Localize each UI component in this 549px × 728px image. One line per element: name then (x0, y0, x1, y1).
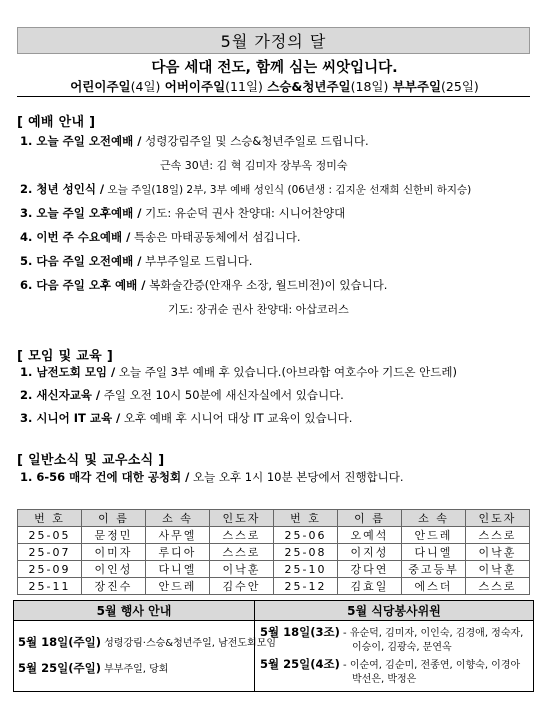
table-cell: 강다연 (338, 561, 402, 578)
table-cell: 이낙훈 (466, 544, 530, 561)
worship-item-6: 6. 다음 주일 오후 예배 / 복화술간증(안재우 소장, 월드비전)이 있습니다. (20, 278, 388, 292)
dining-item-1-cont: 이승이, 김광숙, 문연옥 (352, 642, 452, 653)
news-heading: [ 일반소식 및 교우소식 ] (17, 453, 165, 468)
new-member-roster (17, 509, 530, 595)
table-cell: 이미자 (82, 544, 146, 561)
news-item-1: 1. 6-56 매각 건에 대한 공청회 / 오늘 오후 1시 10분 본당에서 진행합니다. (20, 470, 404, 484)
table-cell: 스스로 (210, 544, 274, 561)
col-group: 소 속 (146, 510, 210, 527)
sunday-3: 스승&청년주일(18일) (267, 79, 389, 94)
table-cell: 오예석 (338, 527, 402, 544)
events-heading: 5월 행사 안내 (14, 601, 254, 621)
sunday-1: 어린이주일(4일) (70, 79, 161, 94)
worship-item-2: 2. 청년 성인식 / 오늘 주일(18일) 2부, 3부 예배 성인식 (06년생 : 김지운 선재희 신한비 하지승) (20, 182, 472, 196)
col-name: 이 름 (338, 510, 402, 527)
col-number: 번 호 (274, 510, 338, 527)
table-row (18, 561, 530, 578)
sunday-4: 부부주일(25일) (392, 79, 479, 94)
col-name: 이 름 (82, 510, 146, 527)
header-divider (17, 96, 530, 97)
event-item-1: 5월 18일(주일) 성령강림·스승&청년주일, 남전도회모임 (18, 635, 277, 649)
dining-item-2: 5월 25일(4조) - 이순여, 김순미, 전종연, 이향숙, 이경아 (260, 657, 521, 671)
special-sundays (0, 77, 549, 95)
table-row (18, 527, 530, 544)
table-row (18, 578, 530, 595)
table-cell: 스스로 (466, 527, 530, 544)
table-cell: 25-05 (18, 527, 82, 544)
title-text: 5월 가정의 달 (220, 32, 327, 51)
table-cell: 25-07 (18, 544, 82, 561)
worship-item-5: 5. 다음 주일 오전예배 / 부부주일로 드립니다. (20, 254, 253, 268)
table-cell: 이인성 (82, 561, 146, 578)
page-title (17, 27, 530, 54)
sunday-2: 어버이주일(11일) (164, 79, 263, 94)
table-cell: 25-10 (274, 561, 338, 578)
col-guide: 인도자 (466, 510, 530, 527)
table-cell: 김효일 (338, 578, 402, 595)
worship-item-3: 3. 오늘 주일 오후예배 / 기도: 유순덕 권사 찬양대: 시니어찬양대 (20, 206, 346, 220)
table-cell: 다니엘 (402, 544, 466, 561)
table-cell: 이지성 (338, 544, 402, 561)
col-number: 번 호 (18, 510, 82, 527)
table-cell: 이낙훈 (466, 561, 530, 578)
worship-heading: [ 예배 안내 ] (17, 115, 96, 130)
worship-item-6-note: 기도: 장귀순 권사 찬양대: 아삽코러스 (168, 303, 349, 316)
worship-item-1-note: 근속 30년: 김 혁 김미자 장부옥 정미숙 (160, 159, 348, 172)
table-cell: 김수안 (210, 578, 274, 595)
table-cell: 스스로 (466, 578, 530, 595)
table-cell: 25-09 (18, 561, 82, 578)
table-cell: 스스로 (210, 527, 274, 544)
meetings-item-3: 3. 시니어 IT 교육 / 오후 예배 후 시니어 대상 IT 교육이 있습니다. (20, 411, 353, 425)
col-group: 소 속 (402, 510, 466, 527)
worship-item-4: 4. 이번 주 수요예배 / 특송은 마태공동체에서 섬깁니다. (20, 230, 301, 244)
table-cell: 25-12 (274, 578, 338, 595)
table-cell: 25-06 (274, 527, 338, 544)
table-row (18, 544, 530, 561)
table-cell: 중고등부 (402, 561, 466, 578)
table-cell: 다니엘 (146, 561, 210, 578)
meetings-item-2: 2. 새신자교육 / 주일 오전 10시 50분에 새신자실에서 있습니다. (20, 388, 344, 402)
table-cell: 사무엘 (146, 527, 210, 544)
event-item-2: 5월 25일(주일) 부부주일, 당회 (18, 661, 169, 675)
dining-heading: 5월 식당봉사위원 (255, 601, 533, 621)
subtitle: 다음 세대 전도, 함께 심는 씨앗입니다. (151, 60, 398, 76)
table-cell: 이낙훈 (210, 561, 274, 578)
table-cell: 문정민 (82, 527, 146, 544)
roster-header-row (18, 510, 530, 527)
table-cell: 에스더 (402, 578, 466, 595)
table-cell: 안드레 (402, 527, 466, 544)
bottom-info-box (13, 600, 534, 692)
table-cell: 25-11 (18, 578, 82, 595)
meetings-heading: [ 모임 및 교육 ] (17, 349, 114, 364)
table-cell: 장진수 (82, 578, 146, 595)
worship-item-1: 1. 오늘 주일 오전예배 / 성령강림주일 및 스승&청년주일로 드립니다. (20, 134, 369, 148)
dining-item-2-cont: 박선은, 박정은 (352, 674, 417, 685)
meetings-item-1: 1. 남전도회 모임 / 오늘 주일 3부 예배 후 있습니다.(아브라함 여호수아 기드온 안드레) (20, 365, 457, 379)
table-cell: 안드레 (146, 578, 210, 595)
dining-item-1: 5월 18일(3조) - 유순덕, 김미자, 이인숙, 김경애, 정숙자, (260, 625, 524, 639)
col-guide: 인도자 (210, 510, 274, 527)
table-cell: 루디아 (146, 544, 210, 561)
table-cell: 25-08 (274, 544, 338, 561)
